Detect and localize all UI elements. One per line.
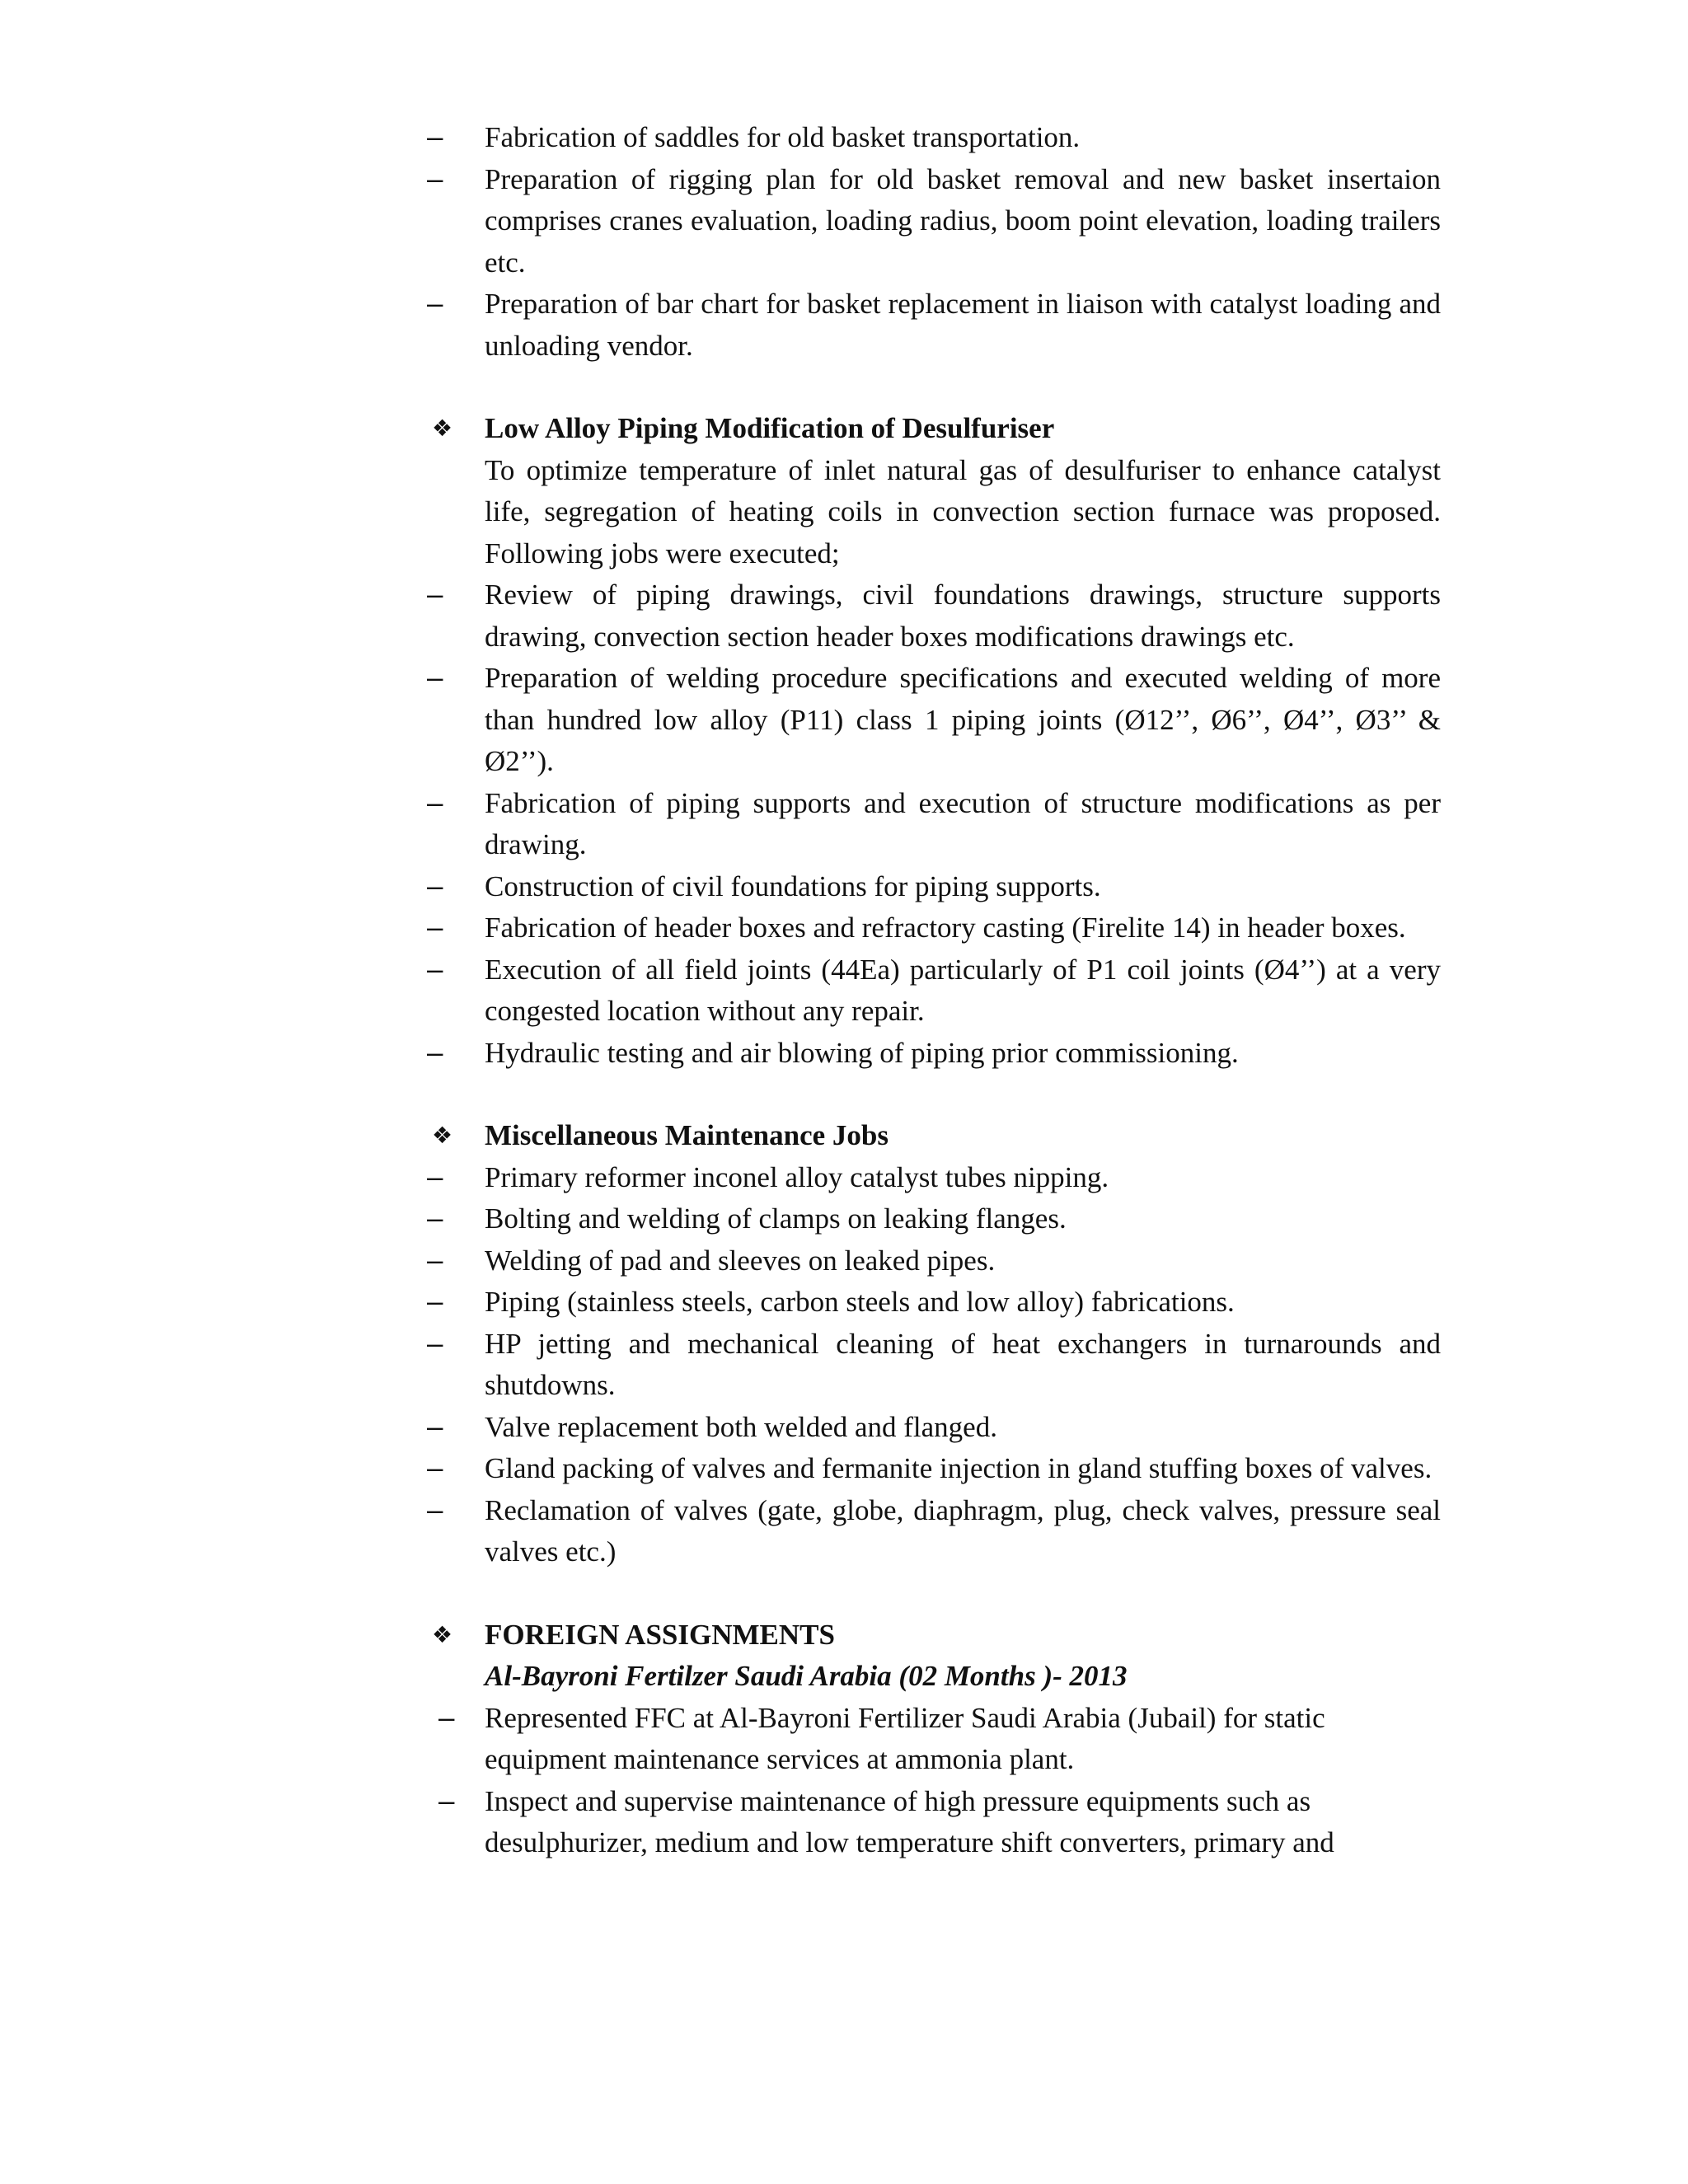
list-item-text: Piping (stainless steels, carbon steels and low alloy) fabrications.: [485, 1286, 1235, 1318]
list-item-text: Valve replacement both welded and flanged.: [485, 1410, 997, 1443]
section-paragraph: To optimize temperature of inlet natural gas of desulfuriser to enhance catalyst life, segregation of heating coils in convection section furnace was proposed. Following jobs were executed;: [485, 453, 1441, 569]
dash-bullet: –: [427, 1493, 443, 1526]
list-item: [427, 1033, 1441, 1075]
list-item: [427, 1198, 1441, 1240]
section-heading-text: Low Alloy Piping Modification of Desulfuriser: [485, 412, 1055, 444]
list-item-text: Preparation of welding procedure specifications and executed welding of more than hundred low alloy (P11) class 1 piping joints (Ø12’’, Ø6’’, Ø4’’, Ø3’’ & Ø2’’).: [485, 662, 1441, 777]
list-item: [427, 1781, 1441, 1864]
list-item-text: Review of piping drawings, civil foundations drawings, structure supports drawing, convection section header boxes modifications drawings etc.: [485, 579, 1441, 653]
dash-bullet: –: [427, 1244, 443, 1277]
list-item: [427, 1698, 1441, 1781]
list-item-text: Inspect and supervise maintenance of high pressure equipments such as desulphurizer, medium and low temperature shift converters, primary and: [485, 1784, 1334, 1858]
list-item: [427, 866, 1441, 908]
list-item: [427, 1157, 1441, 1199]
dash-bullet: –: [427, 1452, 443, 1484]
list-item-text: Fabrication of header boxes and refractory casting (Firelite 14) in header boxes.: [485, 912, 1406, 944]
assignment-subheading: Al-Bayroni Fertilzer Saudi Arabia (02 Months )- 2013: [485, 1660, 1128, 1692]
list-item: [427, 1407, 1441, 1449]
list-item: [427, 1490, 1441, 1573]
dash-bullet: –: [427, 786, 443, 819]
section-desulfuriser: [427, 408, 1441, 1074]
list-item-text: Fabrication of piping supports and execution of structure modifications as per drawing.: [485, 786, 1441, 860]
list-item-text: Bolting and welding of clamps on leaking flanges.: [485, 1202, 1067, 1235]
list-item-text: Construction of civil foundations for piping supports.: [485, 869, 1101, 902]
section-heading: [427, 1115, 1441, 1157]
list-item: [427, 159, 1441, 284]
dash-bullet: –: [427, 288, 443, 320]
dash-bullet: –: [427, 1036, 443, 1069]
dash-bullet: –: [427, 1327, 443, 1360]
list-item-text: Preparation of rigging plan for old basket removal and new basket insertaion comprises cranes evaluation, loading radius, boom point elevation, loading trailers etc.: [485, 162, 1441, 279]
dash-bullet: –: [427, 162, 443, 195]
list-item-text: Hydraulic testing and air blowing of piping prior commissioning.: [485, 1036, 1239, 1069]
list-item-text: Execution of all field joints (44Ea) particularly of P1 coil joints (Ø4’’) at a very congested location without any repair.: [485, 953, 1441, 1027]
intro-list: [427, 117, 1441, 367]
list-item: [427, 949, 1441, 1033]
dash-bullet: –: [438, 1701, 455, 1734]
diamond-bullet-icon: ❖: [432, 415, 453, 442]
section-foreign-assignments: [427, 1615, 1441, 1864]
list-item-text: Preparation of bar chart for basket replacement in liaison with catalyst loading and unloading vendor.: [485, 288, 1441, 362]
document-body: [427, 117, 1441, 1864]
section-heading: [427, 1615, 1441, 1657]
dash-bullet: –: [427, 1410, 443, 1443]
dash-bullet: –: [427, 662, 443, 694]
list-item-text: Gland packing of valves and fermanite injection in gland stuffing boxes of valves.: [485, 1452, 1432, 1484]
dash-bullet: –: [427, 579, 443, 611]
list-item-text: Represented FFC at Al-Bayroni Fertilizer Saudi Arabia (Jubail) for static equipment maintenance services at ammonia plant.: [485, 1701, 1325, 1775]
list-item: [427, 1324, 1441, 1407]
dash-bullet: –: [427, 1202, 443, 1235]
list-item-text: HP jetting and mechanical cleaning of heat exchangers in turnarounds and shutdowns.: [485, 1327, 1441, 1401]
dash-bullet: –: [427, 953, 443, 986]
list-item: [427, 574, 1441, 658]
list-item-text: Primary reformer inconel alloy catalyst tubes nipping.: [485, 1160, 1109, 1193]
list-item: [427, 907, 1441, 949]
list-item: [427, 658, 1441, 783]
section-misc: [427, 1115, 1441, 1573]
dash-bullet: –: [427, 869, 443, 902]
dash-bullet: –: [427, 1286, 443, 1318]
list-item-text: Reclamation of valves (gate, globe, diaphragm, plug, check valves, pressure seal valves etc.): [485, 1493, 1441, 1568]
list-item: [427, 1240, 1441, 1282]
list-item: [427, 1448, 1441, 1490]
list-item: [427, 284, 1441, 367]
dash-bullet: –: [427, 912, 443, 944]
list-item-text: Welding of pad and sleeves on leaked pipes.: [485, 1244, 996, 1277]
diamond-bullet-icon: ❖: [432, 1122, 453, 1149]
diamond-bullet-icon: ❖: [432, 1620, 453, 1648]
list-item: [427, 783, 1441, 866]
section-heading-text: FOREIGN ASSIGNMENTS: [485, 1618, 835, 1651]
section-heading-text: Miscellaneous Maintenance Jobs: [485, 1119, 889, 1151]
list-item: [427, 1282, 1441, 1324]
section-heading: [427, 408, 1441, 450]
dash-bullet: –: [438, 1784, 455, 1817]
dash-bullet: –: [427, 1160, 443, 1193]
list-item-text: Fabrication of saddles for old basket transportation.: [485, 121, 1081, 153]
dash-bullet: –: [427, 121, 443, 153]
list-item: [427, 117, 1441, 159]
